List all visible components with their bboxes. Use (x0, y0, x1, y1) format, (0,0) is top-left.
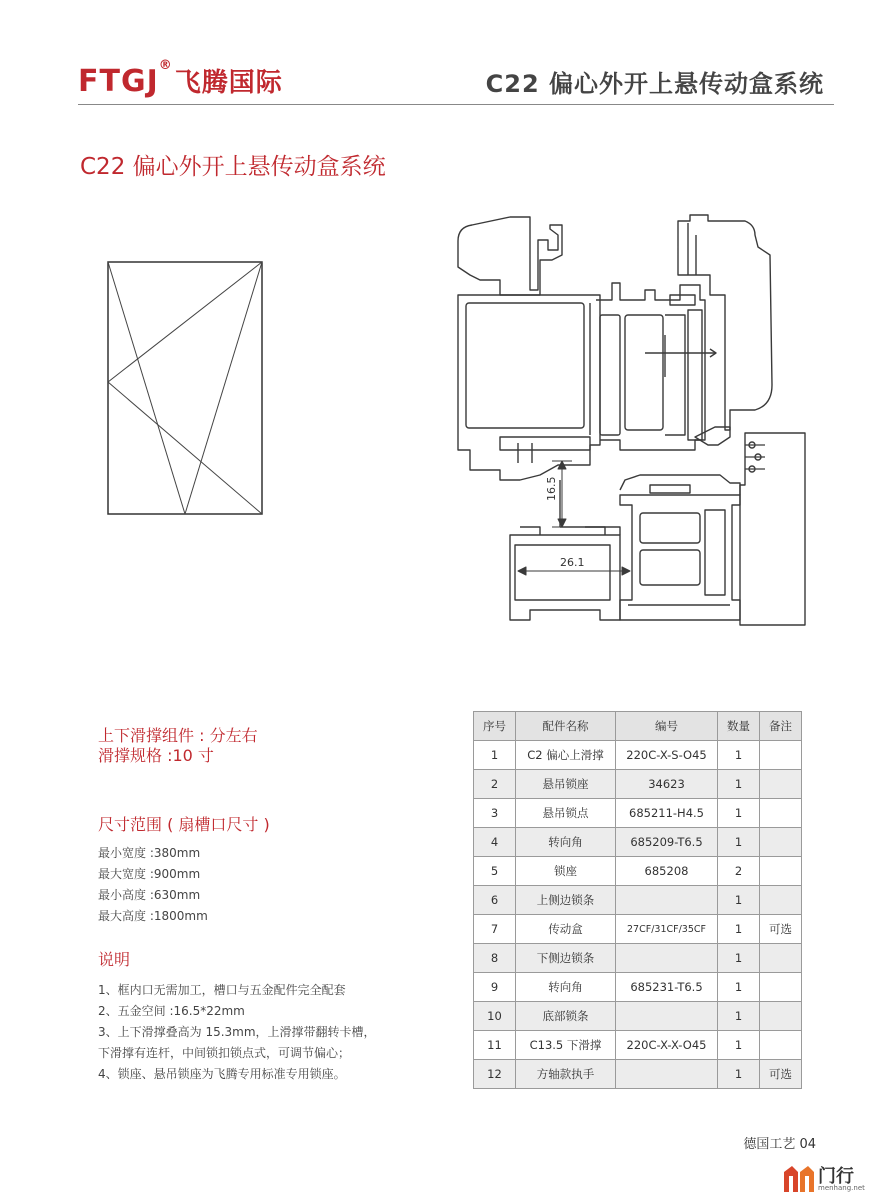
cell-qty: 1 (718, 1002, 760, 1031)
column-header-note: 备注 (760, 712, 802, 741)
parts-table (473, 711, 802, 1089)
notes-list (98, 980, 438, 1085)
size-min-width: 最小宽度 :380mm (98, 846, 201, 860)
cell-name: 转向角 (516, 828, 616, 857)
cell-qty: 1 (718, 828, 760, 857)
cell-no: 12 (474, 1060, 516, 1089)
note-line: 3、上下滑撑叠高为 15.3mm，上滑撑带翻转卡槽， (98, 1025, 376, 1039)
cell-no: 7 (474, 915, 516, 944)
cell-name: 传动盒 (516, 915, 616, 944)
cell-no: 5 (474, 857, 516, 886)
header-title: C22 偏心外开上悬传动盒系统 (485, 70, 824, 98)
cell-code: 220C-X-S-O45 (616, 741, 718, 770)
table-row (474, 1060, 802, 1089)
cell-no: 4 (474, 828, 516, 857)
note-line: 1、框内口无需加工，槽口与五金配件完全配套 (98, 983, 346, 997)
cell-no: 6 (474, 886, 516, 915)
brand-logo (78, 58, 283, 99)
cell-name: 方轴款执手 (516, 1060, 616, 1089)
cell-code (616, 886, 718, 915)
cell-code: 34623 (616, 770, 718, 799)
cell-name: C13.5 下滑撑 (516, 1031, 616, 1060)
brand-latin: FTGJ (78, 64, 159, 99)
header-divider (78, 104, 834, 105)
cell-note (760, 799, 802, 828)
cell-note (760, 944, 802, 973)
cell-note (760, 828, 802, 857)
cell-note (760, 973, 802, 1002)
cell-note (760, 770, 802, 799)
cell-qty: 2 (718, 857, 760, 886)
note-line: 4、锁座、悬吊锁座为飞腾专用标准专用锁座。 (98, 1067, 346, 1081)
size-max-width: 最大宽度 :900mm (98, 867, 201, 881)
table-row (474, 886, 802, 915)
cell-note (760, 1002, 802, 1031)
size-range-list (98, 843, 208, 927)
size-min-height: 最小高度 :630mm (98, 888, 201, 902)
cell-name: 转向角 (516, 973, 616, 1002)
cell-qty: 1 (718, 1060, 760, 1089)
column-header-code: 编号 (616, 712, 718, 741)
cell-code (616, 944, 718, 973)
assembly-spec: 上下滑撑组件 : 分左右 (98, 726, 258, 745)
column-header-name: 配件名称 (516, 712, 616, 741)
profile-section-drawing (440, 205, 830, 630)
table-row (474, 944, 802, 973)
watermark-text: 门行 (818, 1166, 854, 1187)
watermark-subtext: menhang.net (818, 1184, 865, 1192)
cell-code: 685209-T6.5 (616, 828, 718, 857)
column-header-no: 序号 (474, 712, 516, 741)
table-row (474, 770, 802, 799)
table-row (474, 741, 802, 770)
cell-no: 8 (474, 944, 516, 973)
note-line: 下滑撑有连杆，中间锁扣锁点式，可调节偏心； (98, 1046, 351, 1060)
cell-no: 3 (474, 799, 516, 828)
cell-qty: 1 (718, 886, 760, 915)
cell-note: 可选 (760, 1060, 802, 1089)
cell-name: C2 偏心上滑撑 (516, 741, 616, 770)
cell-qty: 1 (718, 973, 760, 1002)
dimension-label-vertical: 16.5 (545, 476, 558, 501)
cell-name: 悬吊锁座 (516, 770, 616, 799)
cell-name: 锁座 (516, 857, 616, 886)
size-range-heading: 尺寸范围 ( 扇槽口尺寸 ) (98, 815, 270, 834)
cell-code (616, 1002, 718, 1031)
cell-code: 220C-X-X-O45 (616, 1031, 718, 1060)
brand-chinese-name: 飞腾国际 (174, 68, 283, 98)
cell-no: 9 (474, 973, 516, 1002)
cell-note (760, 741, 802, 770)
note-line: 2、五金空间 :16.5*22mm (98, 1004, 245, 1018)
cell-qty: 1 (718, 1031, 760, 1060)
table-row (474, 857, 802, 886)
cell-code: 685208 (616, 857, 718, 886)
cell-qty: 1 (718, 770, 760, 799)
table-row (474, 915, 802, 944)
watermark-logo-icon (782, 1164, 816, 1194)
column-header-qty: 数量 (718, 712, 760, 741)
page-title: C22 偏心外开上悬传动盒系统 (80, 154, 386, 180)
cell-code: 685211-H4.5 (616, 799, 718, 828)
table-row (474, 799, 802, 828)
cell-qty: 1 (718, 741, 760, 770)
cell-note (760, 886, 802, 915)
cell-no: 2 (474, 770, 516, 799)
size-max-height: 最大高度 :1800mm (98, 909, 208, 923)
table-header-row (474, 712, 802, 741)
cell-code: 685231-T6.5 (616, 973, 718, 1002)
cell-qty: 1 (718, 944, 760, 973)
stay-size-spec: 滑撑规格 :10 寸 (98, 746, 214, 765)
cell-no: 10 (474, 1002, 516, 1031)
window-opening-diagram (106, 260, 264, 516)
cell-name: 上侧边锁条 (516, 886, 616, 915)
table-row (474, 973, 802, 1002)
cell-qty: 1 (718, 915, 760, 944)
cell-name: 底部锁条 (516, 1002, 616, 1031)
table-row (474, 1031, 802, 1060)
cell-name: 悬吊锁点 (516, 799, 616, 828)
cell-name: 下侧边锁条 (516, 944, 616, 973)
cell-qty: 1 (718, 799, 760, 828)
notes-heading: 说明 (98, 950, 131, 969)
cell-no: 11 (474, 1031, 516, 1060)
registered-mark: ® (158, 58, 173, 73)
cell-note (760, 857, 802, 886)
cell-no: 1 (474, 741, 516, 770)
table-row (474, 828, 802, 857)
cell-note: 可选 (760, 915, 802, 944)
dimension-label-horizontal: 26.1 (560, 556, 585, 569)
cell-code: 27CF/31CF/35CF (616, 915, 718, 944)
table-row (474, 1002, 802, 1031)
cell-note (760, 1031, 802, 1060)
cell-code (616, 1060, 718, 1089)
watermark (782, 1162, 872, 1196)
page-number: 德国工艺 04 (743, 1137, 816, 1152)
